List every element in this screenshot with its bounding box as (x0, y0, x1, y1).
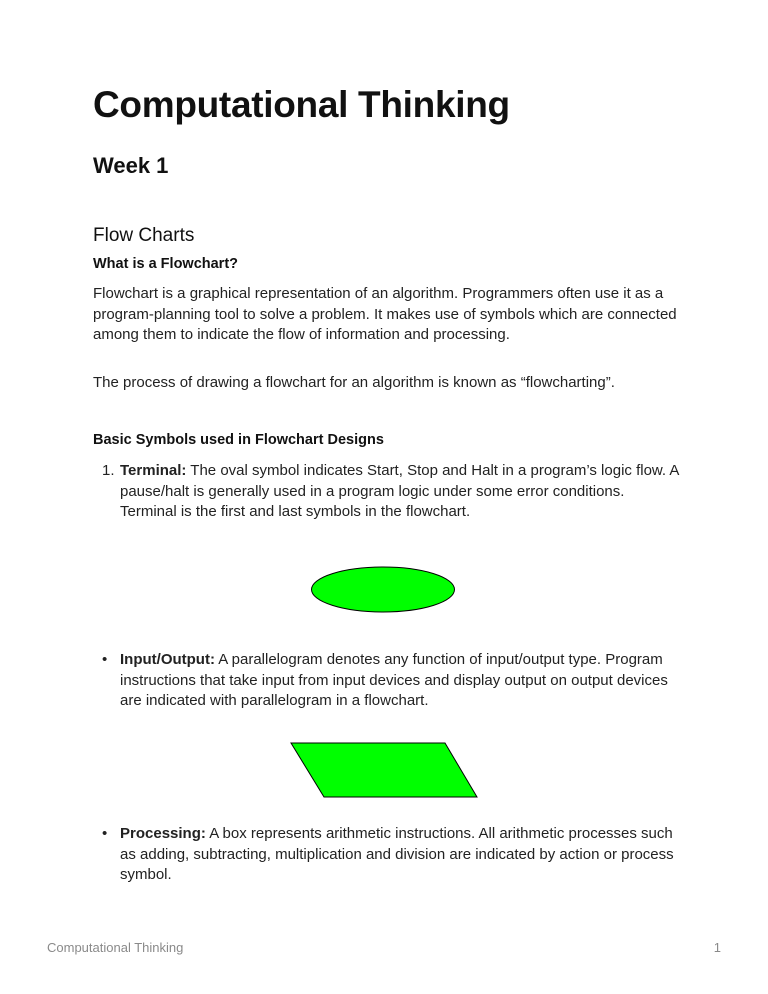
list-item-processing (120, 824, 680, 886)
symbol-description: A box represents arithmetic instructions. All arithmetic processes such as adding, subtracting, multiplication and division are indicated by action or process symbol. (120, 825, 674, 883)
footer-title: Computational Thinking (47, 940, 184, 955)
symbol-name: Input/Output: (120, 651, 215, 668)
what-is-heading: What is a Flowchart? (93, 256, 239, 272)
terminal-oval-shape (310, 566, 456, 613)
list-marker: • (102, 825, 108, 842)
definition-paragraph: Flowchart is a graphical representation of an algorithm. Programmers often use it as a program-planning tool to solve a problem. It makes use of symbols which are connected among them to indicate the flow of information and processing. (93, 285, 677, 343)
list-marker: 1. (102, 462, 115, 479)
document-title: Computational Thinking (93, 84, 510, 125)
week-heading: Week 1 (93, 153, 169, 178)
symbols-heading: Basic Symbols used in Flowchart Designs (93, 432, 384, 448)
list-item-input-output (120, 650, 680, 712)
oval (312, 567, 455, 612)
symbol-name: Terminal: (120, 462, 187, 479)
symbol-name: Processing: (120, 825, 206, 842)
process-paragraph: The process of drawing a flowchart for an algorithm is known as “flowcharting”. (93, 374, 615, 391)
list-item-terminal (120, 461, 680, 523)
parallelogram (291, 743, 477, 797)
section-heading: Flow Charts (93, 225, 195, 246)
symbol-description: The oval symbol indicates Start, Stop and Halt in a program’s logic flow. A pause/halt is generally used in a program logic under some error conditions. Terminal is the first and last symbols in the flowchart. (120, 462, 679, 520)
page-number: 1 (713, 940, 721, 955)
list-marker: • (102, 651, 108, 668)
input-output-parallelogram-shape (290, 742, 480, 799)
symbol-description: A parallelogram denotes any function of input/output type. Program instructions that take input from input devices and display output on output devices are indicated with parallelogram in a flowchart. (120, 651, 668, 709)
